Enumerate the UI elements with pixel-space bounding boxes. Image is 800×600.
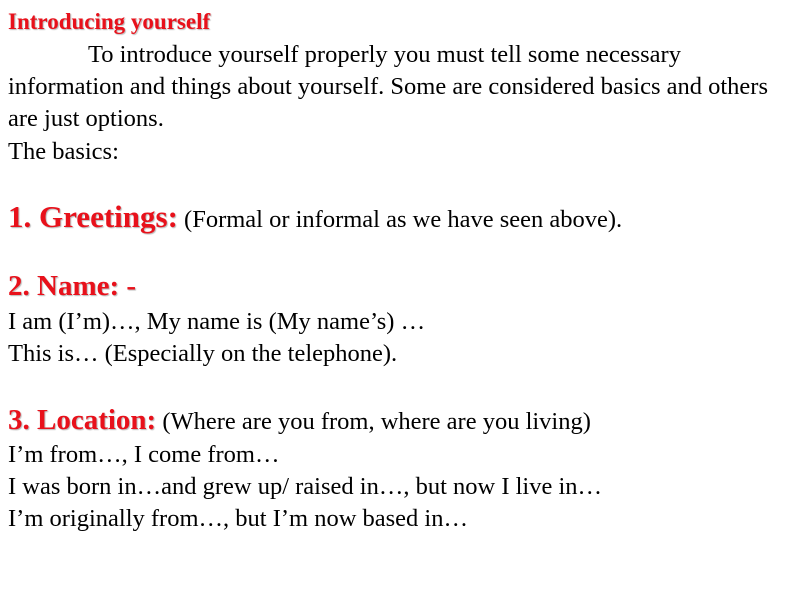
section-greetings (8, 199, 622, 238)
section-greetings-label: 1. Greetings: (8, 199, 178, 234)
intro-text: To introduce yourself properly you must tell some necessary information and things about yourself. Some are considered basics and others are just options. (8, 41, 768, 132)
section-location-label: 3. Location: (8, 404, 157, 436)
section-greetings-note: (Formal or informal as we have seen above). (177, 206, 623, 233)
section-location-line: I’m from…, I come from… (8, 441, 280, 468)
section-name-line: I am (I’m)…, My name is (My name’s) … (8, 308, 426, 335)
section-location-line: I was born in…and grew up/ raised in…, but now I live in… (8, 473, 603, 500)
section-location-line: I’m originally from…, but I’m now based in… (8, 505, 468, 532)
page-title: Introducing yourself (8, 9, 211, 34)
intro-paragraph (8, 39, 792, 135)
section-name (8, 268, 136, 306)
section-name-line: This is… (Especially on the telephone). (8, 340, 398, 367)
section-location (8, 402, 591, 440)
section-location-note: (Where are you from, where are you living) (156, 408, 591, 435)
basics-label: The basics: (8, 138, 119, 165)
section-name-label: 2. Name: - (8, 270, 137, 302)
